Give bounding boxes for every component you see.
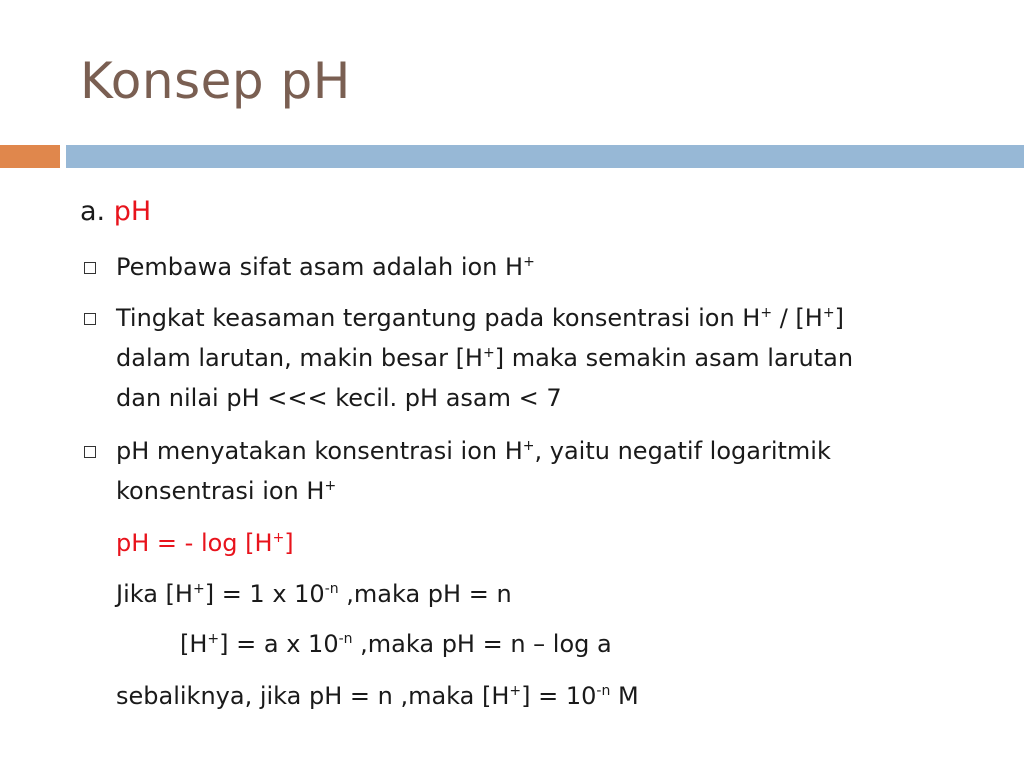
bullet-text: Pembawa sifat asam adalah ion H [116, 253, 524, 281]
case-text: [H [180, 630, 208, 658]
superscript: + [272, 530, 285, 546]
bullet-text: Tingkat keasaman tergantung pada konsentrasi ion H [116, 304, 761, 332]
superscript: + [324, 478, 337, 494]
bullet-text: , yaitu negatif logaritmik [534, 437, 831, 465]
ph-formula [116, 526, 294, 560]
bullet-text: dalam larutan, makin besar [H [116, 344, 483, 372]
accent-bar-orange [0, 145, 60, 168]
accent-bar-blue [66, 145, 1024, 168]
case-text: ,maka pH = n – log a [352, 630, 612, 658]
bullet-text: konsentrasi ion H [116, 477, 325, 505]
section-highlight: pH [113, 196, 152, 227]
superscript: + [760, 305, 773, 321]
bullet-text: ] maka semakin asam larutan [494, 344, 854, 372]
case-text: M [610, 682, 639, 710]
bullet-2-line-1 [116, 301, 844, 335]
case-line-2 [180, 627, 612, 661]
case-text: ,maka pH = n [338, 580, 512, 608]
bullet-text: dan nilai pH <<< kecil. pH asam < 7 [116, 384, 562, 412]
formula-text: ] [284, 529, 294, 557]
superscript: + [522, 438, 535, 454]
superscript: + [207, 631, 220, 647]
case-line-1 [116, 577, 512, 611]
superscript: + [523, 254, 535, 270]
superscript: + [822, 305, 835, 321]
bullet-text: / [H [772, 304, 823, 332]
slide-title: Konsep pH [80, 52, 351, 110]
case-text: Jika [H [116, 580, 193, 608]
bullet-2-line-2 [116, 341, 853, 375]
case-text: ] = 10 [521, 682, 597, 710]
bullet-3-line-1 [116, 434, 831, 468]
square-bullet-icon [84, 313, 96, 325]
superscript: + [509, 683, 522, 699]
case-text: ] = 1 x 10 [204, 580, 325, 608]
formula-text: pH = - log [H [116, 529, 273, 557]
square-bullet-icon [84, 446, 96, 458]
superscript: -n [596, 683, 611, 699]
case-text: sebaliknya, jika pH = n ,maka [H [116, 682, 510, 710]
section-prefix: a. [80, 196, 106, 227]
case-text: ] = a x 10 [219, 630, 339, 658]
bullet-2-line-3 [116, 381, 562, 415]
superscript: -n [324, 581, 339, 597]
bullet-text: ] [834, 304, 844, 332]
section-heading [80, 196, 151, 227]
bullet-3-line-2 [116, 474, 336, 508]
square-bullet-icon [84, 262, 96, 274]
superscript: + [482, 345, 495, 361]
superscript: + [192, 581, 205, 597]
superscript: -n [338, 631, 353, 647]
case-line-3 [116, 679, 639, 713]
bullet-text: pH menyatakan konsentrasi ion H [116, 437, 523, 465]
bullet-1-line [116, 250, 535, 284]
